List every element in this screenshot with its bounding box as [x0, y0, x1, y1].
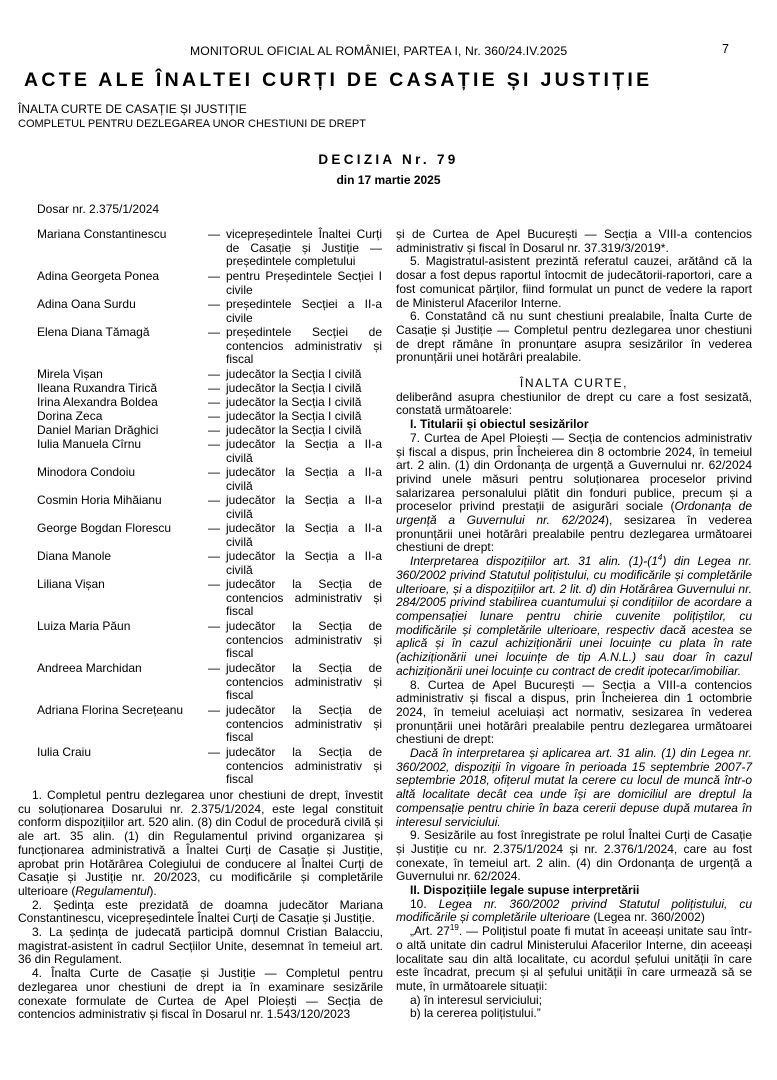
member-name: Minodora Condoiu: [37, 465, 136, 479]
member-role: judecător la Secția I civilă: [226, 395, 362, 409]
section-title: ACTE ALE ÎNALTEI CURȚI DE CASAȚIE ȘI JUSTIȚIE: [24, 69, 653, 91]
member-role: judecător la Secția de contencios administrativ și fiscal: [226, 703, 382, 744]
dash: —: [208, 549, 220, 563]
panel-name: COMPLETUL PENTRU DEZLEGAREA UNOR CHESTIUNI DE DREPT: [18, 118, 366, 130]
question-2: Dacă în interpretarea și aplicarea art. 31 alin. (1) din Legea nr. 360/2002, dispoziții în vigoare în perioada 15 septembrie 2007-7 septembrie 2018, ofițerul mutat la cerere cu locul de muncă într-o altă localitate decât cea unde își are domiciliul are dreptul la compensație pentru chirie în baza cererii depuse după mutarea în interesul serviciului.: [396, 746, 752, 829]
member-name: Adina Oana Surdu: [37, 297, 136, 311]
text: (Legea nr. 360/2002): [590, 910, 705, 925]
member-role: judecător la Secția de contencios administrativ și fiscal: [226, 577, 382, 618]
member-role: judecător la Secția a II-a civilă: [226, 549, 382, 577]
dash: —: [208, 381, 220, 395]
text: . — Polițistul poate fi mutat în aceeași unitate sau într-o altă unitate din cadrul Ministerului Afacerilor Interne, din aceeași localitate sau din altă localitate, cu acordul șefului unității în care este încadrat, precum și al șefului unității în care urmează să se mute, în următoarele situații:: [396, 924, 752, 993]
dash: —: [208, 521, 220, 535]
dash: —: [208, 493, 220, 507]
member-name: Iulia Craiu: [37, 745, 92, 759]
member-role: judecător la Secția I civilă: [226, 423, 362, 437]
paragraph-9: 9. Sesizările au fost înregistrate pe rolul Înaltei Curți de Casație și Justiție cu nr. 2.375/1/2024 și nr. 2.376/1/2024, care au fost conexate, în temeiul art. 2 alin. (4) din Ordonanța de urgență a Guvernului nr. 62/2024.: [396, 828, 752, 884]
member-role: judecător la Secția a II-a civilă: [226, 521, 382, 549]
member-role: judecător la Secția I civilă: [226, 367, 362, 381]
dash: —: [208, 325, 220, 339]
paragraph-8: 8. Curtea de Apel București — Secția a VIII-a contencios administrativ și fiscal a dispus, prin Încheierea din 1 octombrie 2024, în temeiul aceluiași act normativ, sesizarea în vederea pronunțării unei hotărâri prealabile pentru dezlegarea următoarei chestiuni de drept:: [396, 677, 752, 747]
deliberating: deliberând asupra chestiunilor de drept cu care a fost sesizată, constată următoarele:: [396, 389, 752, 418]
member-role: judecător la Secția de contencios administrativ și fiscal: [226, 661, 382, 702]
member-role: judecător la Secția a II-a civilă: [226, 437, 382, 465]
text-italic: Regulamentul: [75, 883, 150, 898]
member-name: Daniel Marian Drăghici: [37, 423, 159, 437]
member-name: Elena Diana Tămagă: [37, 325, 150, 339]
list-item: a) în interesul serviciului;: [410, 992, 543, 1007]
left-column: [18, 789, 383, 1022]
paragraph-1: [18, 789, 383, 899]
text: 1. Completul pentru dezlegarea unor chestiuni de drept, învestit cu soluționarea Dosarului nr. 2.375/1/2024, este legal constituit conform dispozițiilor art. 520 alin. (8) din Codul de procedură civilă și ale art. 35 alin. (1) din Regulamentul privind organizarea și funcționarea administrativă a Înaltei Curți de Casație și Justiție, aprobat prin Hotărârea Colegiului de conducere al Înaltei Curți de Casație și Justiție nr. 20/2023, cu modificările și completările ulterioare (: [18, 788, 383, 898]
superscript: 19: [449, 923, 459, 933]
court-heading: ÎNALTA CURTE,: [519, 376, 629, 391]
dash: —: [208, 423, 220, 437]
text: 10.: [410, 896, 439, 911]
member-name: George Bogdan Florescu: [37, 521, 172, 535]
member-name: Luiza Maria Păun: [37, 619, 131, 633]
member-role: judecător la Secția a II-a civilă: [226, 493, 382, 521]
member-role: judecător la Secția I civilă: [226, 381, 362, 395]
dash: —: [208, 269, 220, 283]
text: 7. Curtea de Apel Ploiești — Secția de contencios administrativ și fiscal a dispus, prin Încheierea din 8 octombrie 2024, în temeiul art. 2 alin. (1) din Ordonanța de urgență a Guvernului nr. 62/2024 privind unele măsuri pentru soluționarea proceselor privind salarizarea personalului plătit din fonduri publice, precum și a proceselor privind prestații de asigurări sociale (: [396, 430, 752, 514]
article-quote: [396, 925, 752, 994]
member-name: Mirela Vișan: [37, 367, 103, 381]
member-role: judecător la Secția de contencios administrativ și fiscal: [226, 619, 382, 660]
member-role: judecător la Secția a II-a civilă: [226, 465, 382, 493]
running-title: MONITORUL OFICIAL AL ROMÂNIEI, PARTEA I, Nr. 360/24.IV.2025: [190, 44, 568, 58]
member-name: Diana Manole: [37, 549, 112, 563]
decision-date: din 17 martie 2025: [336, 173, 441, 187]
paragraph-5: 5. Magistratul-asistent prezintă referatul cauzei, arătând că la dosar a fost depus raportul întocmit de judecătorii-raportori, care a fost comunicat părților, fiind formulat un punct de vedere la raport de Ministerul Afacerilor Interne.: [396, 254, 752, 310]
text-italic: Ordonanța de urgență a Guvernului nr. 62/2024: [396, 499, 752, 528]
paragraph-6: 6. Constatând că nu sunt chestiuni prealabile, Înalta Curte de Casație și Justiție — Completul pentru dezlegarea unor chestiuni de drept rămâne în pronunțare asupra sesizărilor în vederea pronunțării unei hotărâri prealabile.: [396, 309, 752, 365]
dash: —: [208, 577, 220, 591]
decision-title: DECIZIA Nr. 79: [318, 152, 459, 167]
dash: —: [208, 661, 220, 675]
member-role: președintele Secției de contencios administrativ și fiscal: [226, 325, 382, 366]
right-column: [396, 228, 752, 1021]
text: Interpretarea dispozițiilor art. 31 alin. (1)-(1: [410, 554, 658, 569]
section-heading-1: I. Titularii și obiectul sesizărilor: [410, 417, 589, 432]
text: ).: [149, 883, 157, 898]
text: ), sesizarea în vederea pronunțării unei hotărâri prealabile pentru dezlegarea următoarei chestiuni de drept:: [396, 513, 752, 555]
member-name: Dorina Zeca: [37, 409, 103, 423]
dash: —: [208, 395, 220, 409]
paragraph-10: [396, 898, 752, 925]
dash: —: [208, 465, 220, 479]
dash: —: [208, 437, 220, 451]
dash: —: [208, 227, 220, 241]
dash: —: [208, 367, 220, 381]
dash: —: [208, 297, 220, 311]
member-role: judecător la Secția I civilă: [226, 409, 362, 423]
paragraph-2: 2. Ședința este prezidată de doamna judecător Mariana Constantinescu, vicepreședintele Înaltei Curți de Casație și Justiție.: [18, 897, 383, 926]
member-role: vicepreședintele Înaltei Curți de Casație și Justiție — președintele completului: [226, 227, 382, 268]
member-name: Mariana Constantinescu: [37, 227, 167, 241]
member-name: Irina Alexandra Boldea: [37, 395, 158, 409]
dash: —: [208, 619, 220, 633]
file-number: Dosar nr. 2.375/1/2024: [37, 202, 160, 216]
member-name: Cosmin Horia Mihăianu: [37, 493, 162, 507]
member-role: pentru Președintele Secției I civile: [226, 269, 382, 297]
text-italic: Legea nr. 360/2002 privind Statutul polițistului, cu modificările și completările ulterioare: [396, 896, 752, 925]
member-role: președintele Secției a II-a civile: [226, 297, 382, 325]
member-name: Andreea Marchidan: [37, 661, 142, 675]
member-name: Iulia Manuela Cîrnu: [37, 437, 142, 451]
page-number: 7: [722, 42, 729, 56]
dash: —: [208, 703, 220, 717]
paragraph-4-continued: și de Curtea de Apel București — Secția a VIII-a contencios administrativ și fiscal în Dosarul nr. 37.319/3/2019*.: [396, 227, 752, 255]
list-item: b) la cererea polițistului.”: [410, 1006, 541, 1021]
member-name: Adina Georgeta Ponea: [37, 269, 160, 283]
text: ) din Legea nr. 360/2002 privind Statutul polițistului, cu modificările și completările ulterioare, și a dispozițiilor art. 2 lit. d) din Hotărârea Guvernului nr. 284/2005 privind stabilirea cuantumului și condițiilor de acordare a compensației lunare pentru chirie cuvenite polițiștilor, cu modificările și completările ulterioare, respectiv dacă acestea se aplică și în cazul achiziționării unei locuințe cu plata în rate (achiziționării unei locuințe de tip A.N.L.) sau doar în cazul achiziționării unei locuințe cu contract de credit ipotecar/imobiliar.: [396, 554, 752, 678]
paragraph-7: [396, 432, 752, 555]
question-1: [396, 555, 752, 678]
superscript: 4: [657, 553, 663, 563]
section-heading-2: II. Dispozițiile legale supuse interpretării: [410, 883, 640, 898]
member-name: Adriana Florina Secrețeanu: [37, 703, 184, 717]
dash: —: [208, 409, 220, 423]
member-role: judecător la Secția de contencios administrativ și fiscal: [226, 745, 382, 786]
paragraph-4: 4. Înalta Curte de Casație și Justiție — Completul pentru dezlegarea unor chestiuni de drept ia în examinare sesizările conexate formulate de Curtea de Apel Ploiești — Secția de contencios administrativ și fiscal în Dosarul nr. 1.543/120/2023: [18, 966, 383, 1022]
paragraph-3: 3. La ședința de judecată participă domnul Cristian Balacciu, magistrat-asistent în cadrul Secțiilor Unite, desemnat în temeiul art. 36 din Regulament.: [18, 925, 383, 967]
dash: —: [208, 745, 220, 759]
member-name: Ileana Ruxandra Tirică: [37, 381, 158, 395]
text: „Art. 27: [410, 924, 450, 939]
member-name: Liliana Vișan: [37, 577, 105, 591]
court-name: ÎNALTA CURTE DE CASAȚIE ȘI JUSTIȚIE: [18, 102, 247, 116]
